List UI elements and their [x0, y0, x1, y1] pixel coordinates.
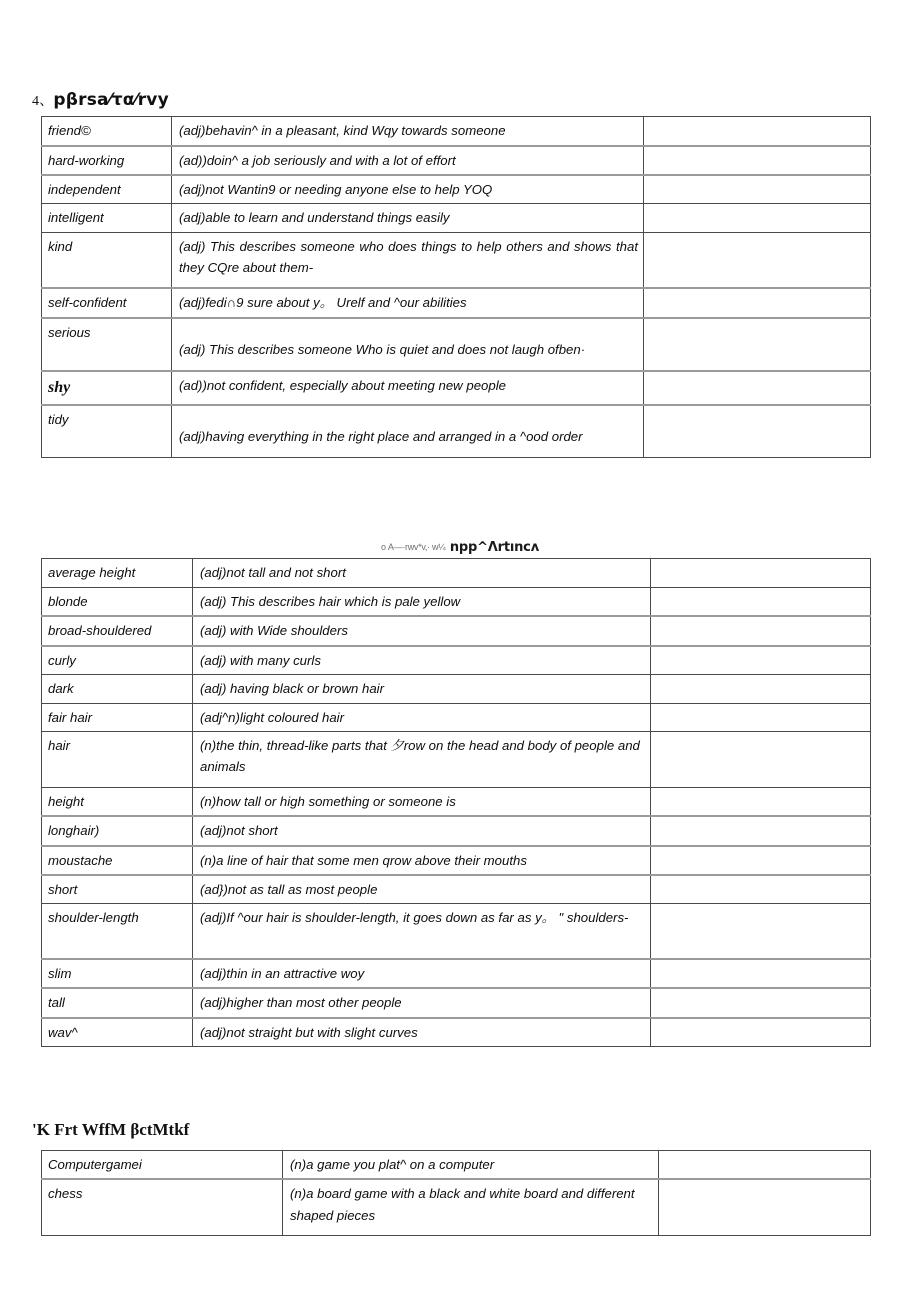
term-cell: independent	[42, 175, 172, 204]
term-cell: wav^	[42, 1018, 193, 1047]
notes-cell	[651, 846, 871, 875]
term-cell: fair hair	[42, 703, 193, 731]
notes-cell	[651, 731, 871, 787]
term-cell: short	[42, 875, 193, 904]
definition-cell: (ad})not as tall as most people	[193, 875, 651, 904]
definition-cell: (adj)If ^our hair is shoulder-length, it goes down as far as y。 " shoulders-	[193, 904, 651, 959]
definition-cell: (adj)higher than most other people	[193, 988, 651, 1017]
term-cell: broad-shouldered	[42, 616, 193, 645]
notes-cell	[651, 904, 871, 959]
definition-cell: (adj) with many curls	[193, 646, 651, 675]
table-row	[42, 875, 871, 904]
table-row	[42, 588, 871, 617]
section-title-personality: pβrsa⁄τα⁄rvy	[53, 90, 169, 110]
notes-cell	[651, 816, 871, 845]
table-row	[42, 959, 871, 988]
notes-cell	[651, 959, 871, 988]
table-row	[42, 988, 871, 1017]
notes-cell	[644, 232, 871, 288]
table-row	[42, 1179, 871, 1235]
term-cell: hard-working	[42, 146, 172, 175]
table-row	[42, 904, 871, 959]
table-row	[42, 675, 871, 703]
definition-cell: (adj)not tall and not short	[193, 559, 651, 588]
notes-cell	[659, 1179, 871, 1235]
term-cell: curly	[42, 646, 193, 675]
table-row	[42, 787, 871, 816]
table-row	[42, 646, 871, 675]
section-title-free-time: 'K Frt WffM βctMtkf	[32, 1120, 190, 1139]
definition-cell: (ad))not confident, especially about meeting new people	[172, 371, 644, 405]
definition-cell: (ad))doin^ a job seriously and with a lot of effort	[172, 146, 644, 175]
notes-cell	[644, 146, 871, 175]
notes-cell	[644, 175, 871, 204]
definition-cell: (adj)not short	[193, 816, 651, 845]
notes-cell	[651, 616, 871, 645]
notes-cell	[644, 371, 871, 405]
definition-cell: (n)a game you plat^ on a computer	[283, 1151, 659, 1180]
definition-cell: (adj)not straight but with slight curves	[193, 1018, 651, 1047]
table-row	[42, 816, 871, 845]
notes-cell	[651, 559, 871, 588]
definition-cell: (n)the thin, thread-like parts that 夕row on the head and body of people and animals	[193, 731, 651, 787]
table-row	[42, 846, 871, 875]
definition-cell: (adj)having everything in the right place and arranged in a ^ood order	[172, 405, 644, 458]
notes-cell	[659, 1151, 871, 1180]
table-row	[42, 204, 871, 232]
term-cell: moustache	[42, 846, 193, 875]
notes-cell	[651, 787, 871, 816]
table-row	[42, 232, 871, 288]
notes-cell	[644, 204, 871, 232]
notes-cell	[644, 288, 871, 317]
definition-cell: (n)how tall or high something or someone is	[193, 787, 651, 816]
term-cell: intelligent	[42, 204, 172, 232]
table-row	[42, 117, 871, 146]
term-cell: hair	[42, 731, 193, 787]
term-cell: tall	[42, 988, 193, 1017]
term-cell: tidy	[42, 405, 172, 458]
term-cell: shoulder-length	[42, 904, 193, 959]
notes-cell	[644, 318, 871, 371]
term-cell: chess	[42, 1179, 283, 1235]
section-title-appearance: npp^Λrtıncʌ	[449, 540, 539, 555]
definition-cell: (n)a line of hair that some men qrow above their mouths	[193, 846, 651, 875]
section-heading-appearance	[330, 538, 590, 556]
table-row	[42, 175, 871, 204]
definition-cell: (adj)fedi∩9 sure about y。 Urelf and ^our abilities	[172, 288, 644, 317]
term-cell: height	[42, 787, 193, 816]
notes-cell	[651, 646, 871, 675]
table-row	[42, 318, 871, 371]
notes-cell	[651, 703, 871, 731]
definition-cell: (adj) This describes hair which is pale yellow	[193, 588, 651, 617]
term-cell: average height	[42, 559, 193, 588]
definition-cell: (n)a board game with a black and white board and different shaped pieces	[283, 1179, 659, 1235]
appearance-table	[41, 558, 871, 1047]
table-row	[42, 146, 871, 175]
table-row	[42, 731, 871, 787]
term-cell: longhair)	[42, 816, 193, 845]
personality-table	[41, 116, 871, 458]
table-row	[42, 371, 871, 405]
term-cell: friend©	[42, 117, 172, 146]
notes-cell	[651, 988, 871, 1017]
table-row	[42, 703, 871, 731]
notes-cell	[651, 1018, 871, 1047]
term-cell: shy	[42, 371, 172, 405]
table-row	[42, 405, 871, 458]
section-title-appearance-faint: ο A—·rwv*v,· w¼	[381, 542, 446, 552]
table-row	[42, 288, 871, 317]
table-row	[42, 559, 871, 588]
table-row	[42, 1018, 871, 1047]
term-cell: self-confident	[42, 288, 172, 317]
definition-cell: (adj) This describes someone Who is quiet and does not laugh ofben·	[172, 318, 644, 371]
term-cell: serious	[42, 318, 172, 371]
definition-cell: (adj)behavin^ in a pleasant, kind Wqy towards someone	[172, 117, 644, 146]
notes-cell	[651, 875, 871, 904]
definition-cell: (adj^n)light coloured hair	[193, 703, 651, 731]
term-cell: dark	[42, 675, 193, 703]
notes-cell	[651, 588, 871, 617]
section-heading-free-time	[32, 1120, 189, 1140]
section-heading-personality	[32, 90, 169, 110]
table-row	[42, 1151, 871, 1180]
definition-cell: (adj) This describes someone who does things to help others and shows that they CQre about them-	[172, 232, 644, 288]
term-cell: blonde	[42, 588, 193, 617]
notes-cell	[644, 117, 871, 146]
definition-cell: (adj) with Wide shoulders	[193, 616, 651, 645]
notes-cell	[644, 405, 871, 458]
section-number-personality: 4、	[32, 94, 54, 109]
term-cell: kind	[42, 232, 172, 288]
notes-cell	[651, 675, 871, 703]
definition-cell: (adj)not Wantin9 or needing anyone else to help YOQ	[172, 175, 644, 204]
definition-cell: (adj) having black or brown hair	[193, 675, 651, 703]
term-cell: slim	[42, 959, 193, 988]
free-time-table	[41, 1150, 871, 1236]
definition-cell: (adj)thin in an attractive woy	[193, 959, 651, 988]
table-row	[42, 616, 871, 645]
definition-cell: (adj)able to learn and understand things easily	[172, 204, 644, 232]
term-cell: Computergamei	[42, 1151, 283, 1180]
